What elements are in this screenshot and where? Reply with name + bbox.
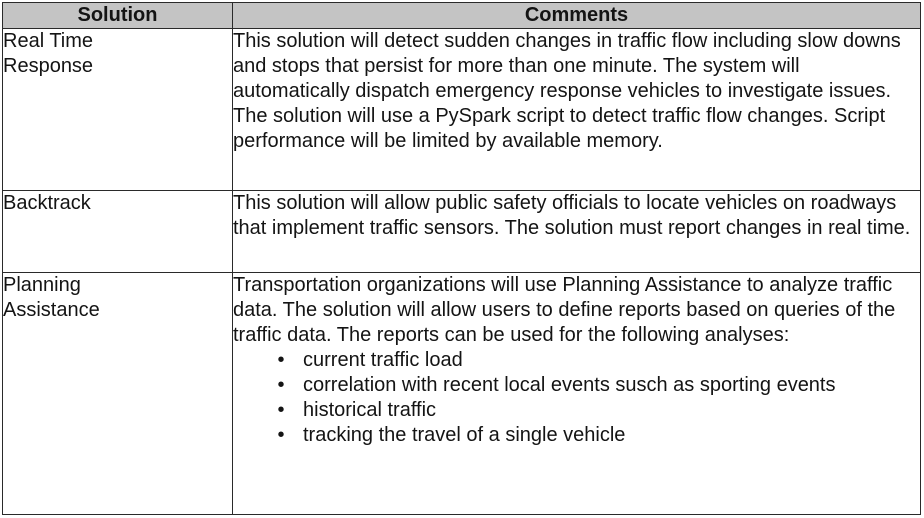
bullet-icon: • xyxy=(277,424,285,446)
list-item-text: tracking the travel of a single vehicle xyxy=(303,424,626,446)
list-item-text: correlation with recent local events susch as sporting events xyxy=(303,374,836,396)
solution-name: Assistance xyxy=(3,299,100,321)
comments-cell xyxy=(233,273,921,515)
comments-cell xyxy=(233,191,921,273)
list-item-text: historical traffic xyxy=(303,399,437,421)
comment-paragraph: Transportation organizations will use Planning Assistance to analyze traffic data. The solution will allow users to define reports based on queries of the traffic data. The reports can be used for the following analyses: xyxy=(233,274,896,346)
list-item-text: current traffic load xyxy=(303,349,463,371)
list-item xyxy=(271,398,920,423)
comment-paragraph: The solution will use a PySpark script to detect traffic flow changes. Script performance will be limited by available memory. xyxy=(233,105,886,152)
bullet-icon: • xyxy=(277,399,285,421)
column-header-solution: Solution xyxy=(3,3,233,29)
column-header-comments: Comments xyxy=(233,3,921,29)
list-item xyxy=(271,423,920,448)
bullet-icon: • xyxy=(277,349,285,371)
comment-paragraph: This solution will allow public safety officials to locate vehicles on roadways that implement traffic sensors. The solution must report changes in real time. xyxy=(233,192,911,239)
solution-cell xyxy=(3,29,233,191)
solution-name: Real Time xyxy=(3,30,94,52)
table-row xyxy=(3,191,921,273)
table-row xyxy=(3,29,921,191)
table-header-row xyxy=(3,3,921,29)
solution-cell xyxy=(3,273,233,515)
table-row xyxy=(3,273,921,515)
solution-cell xyxy=(3,191,233,273)
comments-cell xyxy=(233,29,921,191)
comment-paragraph: This solution will detect sudden changes in traffic flow including slow downs and stops that persist for more than one minute. The system will automatically dispatch emergency response vehicles to investigate issues. xyxy=(233,30,901,102)
solution-name: Backtrack xyxy=(3,192,91,214)
bullet-icon: • xyxy=(277,374,285,396)
solutions-table xyxy=(2,2,921,515)
list-item xyxy=(271,348,920,373)
solution-name: Planning xyxy=(3,274,81,296)
solution-name: Response xyxy=(3,55,94,77)
list-item xyxy=(271,373,920,398)
analyses-list xyxy=(233,348,920,448)
